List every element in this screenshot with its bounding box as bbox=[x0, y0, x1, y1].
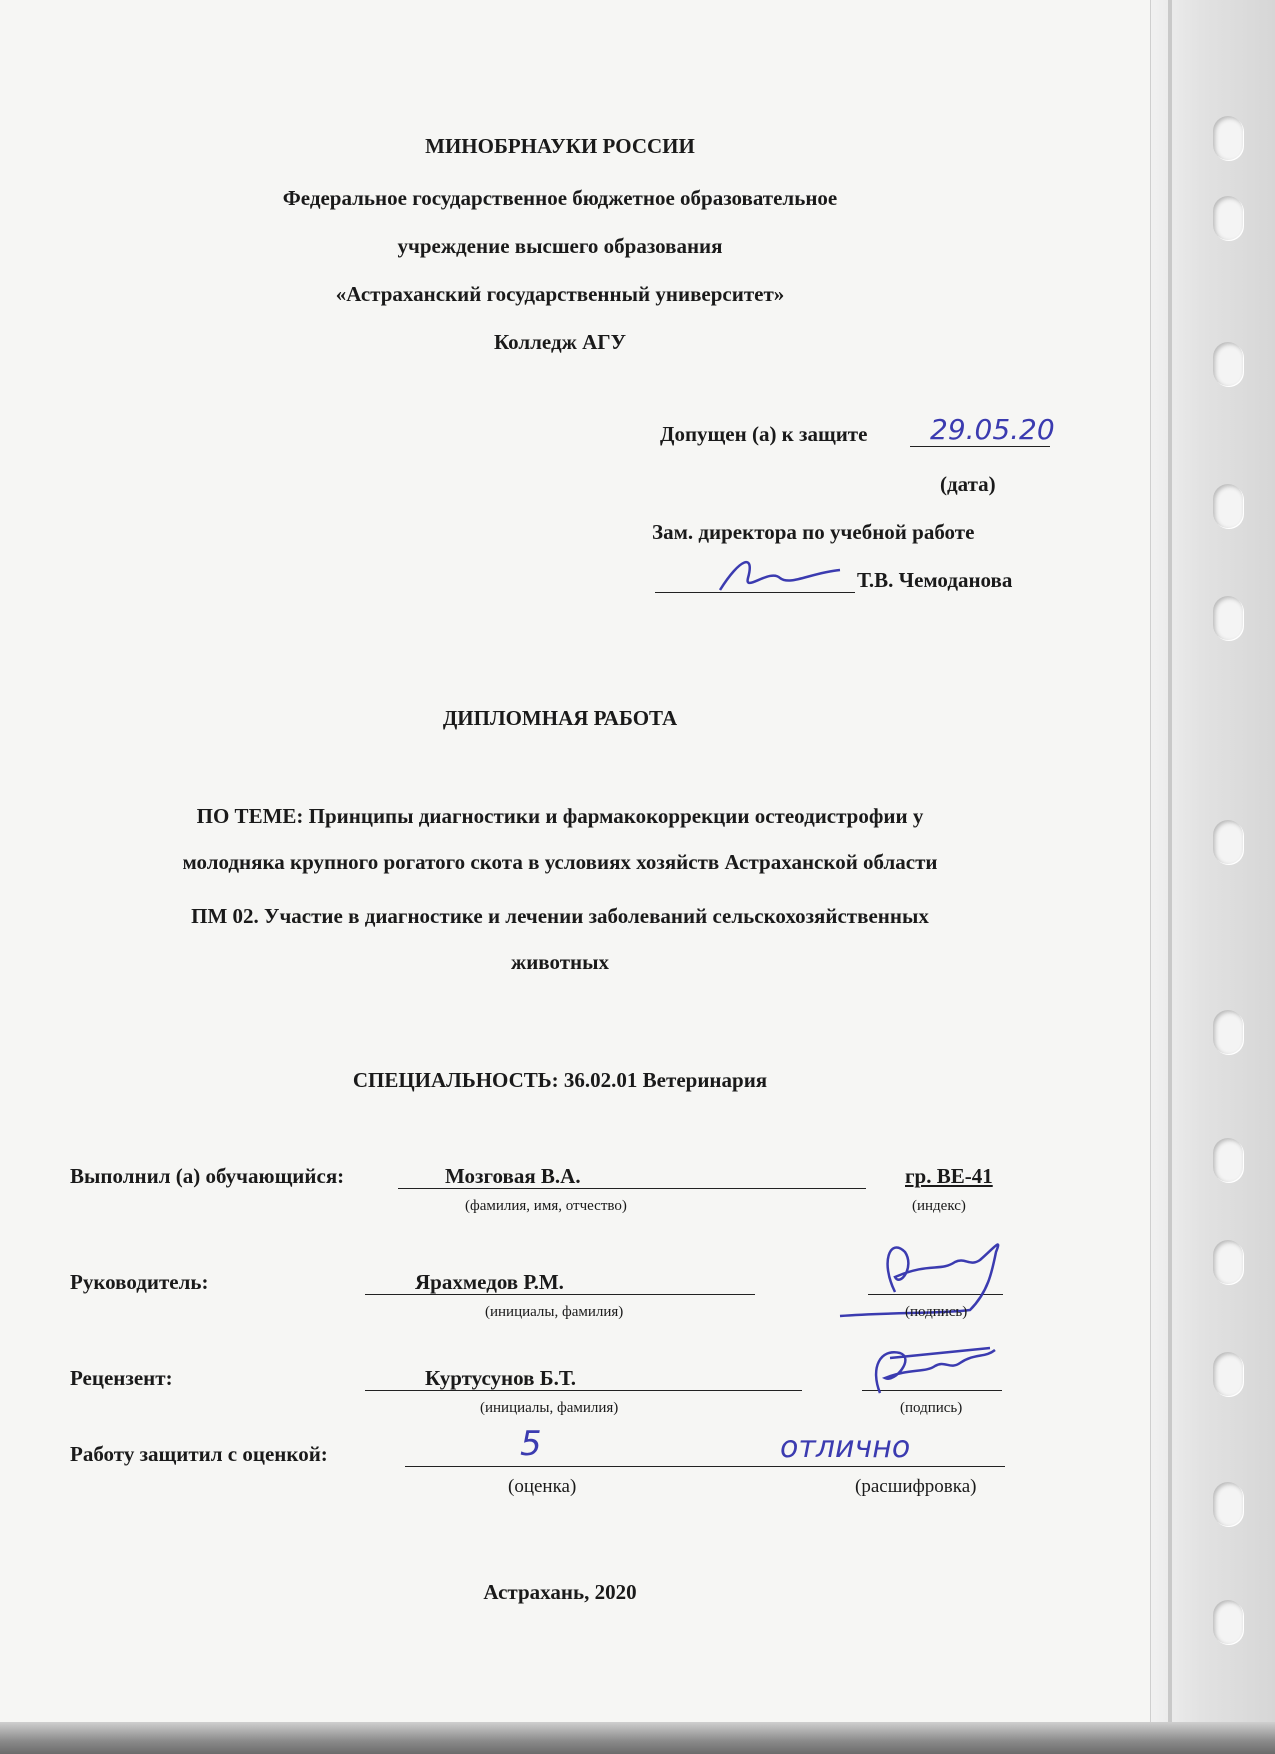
punch-hole bbox=[1213, 1240, 1243, 1284]
student-label: Выполнил (а) обучающийся: bbox=[70, 1164, 345, 1188]
sleeve-edge bbox=[1168, 0, 1172, 1754]
punch-hole bbox=[1213, 1352, 1243, 1396]
reviewer-name: Куртусунов Б.Т. bbox=[425, 1366, 576, 1390]
student-group: гр. ВЕ-41 bbox=[905, 1164, 993, 1188]
deputy-director-position: Зам. директора по учебной работе bbox=[652, 520, 975, 544]
reviewer-label: Рецензент: bbox=[70, 1366, 173, 1390]
punch-hole bbox=[1213, 196, 1243, 240]
date-caption: (дата) bbox=[940, 472, 996, 496]
student-group-caption: (индекс) bbox=[912, 1198, 966, 1214]
module-line-2: животных bbox=[510, 950, 610, 974]
scan-bottom-edge bbox=[0, 1722, 1275, 1754]
reviewer-name-caption: (инициалы, фамилия) bbox=[480, 1400, 619, 1416]
punch-hole bbox=[1213, 342, 1243, 386]
punch-hole bbox=[1213, 1600, 1243, 1644]
organization-line-2: учреждение высшего образования bbox=[397, 234, 723, 258]
specialty: СПЕЦИАЛЬНОСТЬ: 36.02.01 Ветеринария bbox=[352, 1068, 768, 1092]
reviewer-signature-caption: (подпись) bbox=[900, 1400, 963, 1416]
college-name: Колледж АГУ bbox=[493, 330, 627, 354]
student-name: Мозговая В.А. bbox=[445, 1164, 581, 1188]
punch-hole bbox=[1213, 820, 1243, 864]
punch-hole bbox=[1213, 1138, 1243, 1182]
topic-line-2: молодняка крупного рогатого скота в условиях хозяйств Астраханской области bbox=[182, 850, 938, 874]
grade-line bbox=[405, 1466, 1005, 1467]
punch-hole bbox=[1213, 1010, 1243, 1054]
organization-line-1: Федеральное государственное бюджетное образовательное bbox=[282, 186, 838, 210]
module-line-1: ПМ 02. Участие в диагностике и лечении заболеваний сельскохозяйственных bbox=[191, 904, 929, 928]
grade-text-caption: (расшифровка) bbox=[855, 1476, 977, 1497]
deputy-director-name: Т.В. Чемоданова bbox=[857, 568, 1013, 592]
city-year: Астрахань, 2020 bbox=[483, 1580, 637, 1604]
admission-label: Допущен (а) к защите bbox=[660, 422, 868, 446]
ministry-title: МИНОБРНАУКИ РОССИИ bbox=[425, 134, 695, 158]
supervisor-name-caption: (инициалы, фамилия) bbox=[485, 1304, 624, 1320]
grade-label: Работу защитил с оценкой: bbox=[70, 1442, 328, 1466]
reviewer-signature bbox=[840, 1338, 1010, 1408]
supervisor-label: Руководитель: bbox=[70, 1270, 209, 1294]
supervisor-signature-caption: (подпись) bbox=[905, 1304, 968, 1320]
punch-hole bbox=[1213, 596, 1243, 640]
topic-line-1: ПО ТЕМЕ: Принципы диагностики и фармакокоррекции остеодистрофии у bbox=[196, 804, 924, 828]
admission-date-line bbox=[910, 446, 1050, 447]
punch-hole bbox=[1213, 484, 1243, 528]
grade-text-handwritten: отлично bbox=[780, 1430, 911, 1465]
university-name: «Астраханский государственный университет» bbox=[335, 282, 785, 306]
student-name-caption: (фамилия, имя, отчество) bbox=[465, 1198, 627, 1214]
punch-hole bbox=[1213, 1482, 1243, 1526]
grade-handwritten: 5 bbox=[520, 1424, 542, 1464]
punch-hole bbox=[1213, 116, 1243, 160]
grade-caption: (оценка) bbox=[508, 1476, 577, 1497]
document-type: ДИПЛОМНАЯ РАБОТА bbox=[442, 706, 678, 730]
supervisor-name: Ярахмедов Р.М. bbox=[415, 1270, 564, 1294]
deputy-signature bbox=[700, 548, 850, 598]
admission-date-handwritten: 29.05.20 bbox=[930, 413, 1055, 446]
